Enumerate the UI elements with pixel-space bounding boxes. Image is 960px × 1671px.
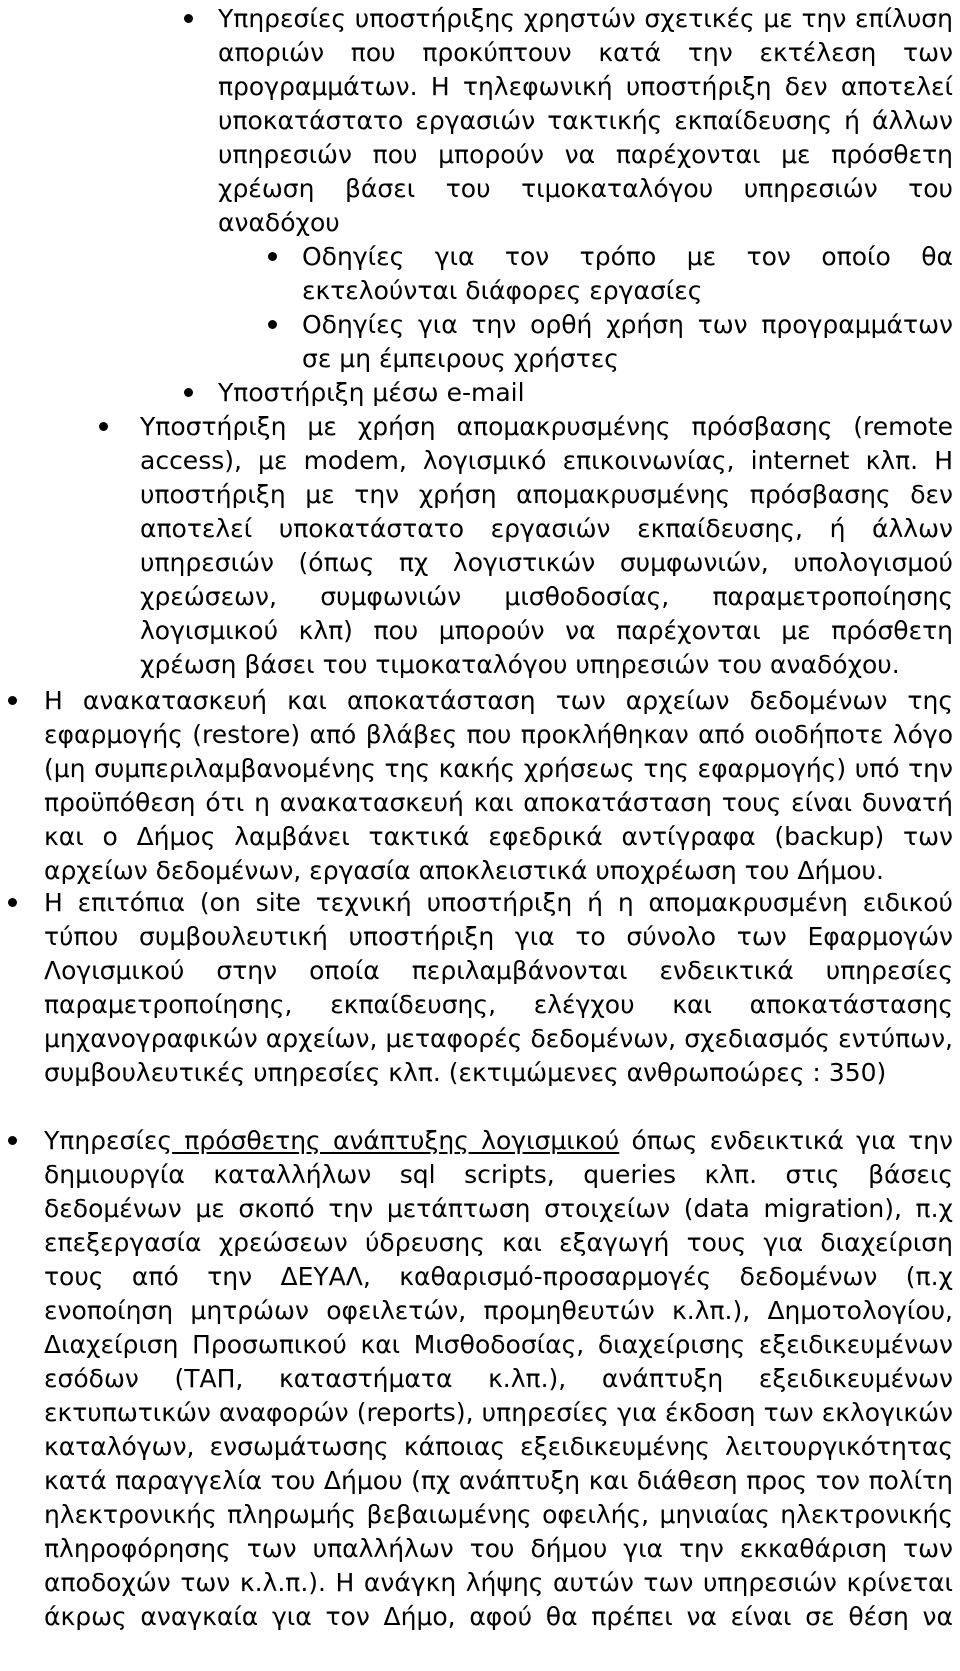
- bullet-icon: [99, 422, 108, 431]
- list-item-user-support: Υπηρεσίες υποστήριξης χρηστών σχετικές με την επίλυση αποριών που προκύπτουν κατά την εκτέλεση των προγραμμάτων. Η τηλεφωνική υποστήριξη δεν αποτελεί υποκατάστατο εργασιών τακτικής εκπαίδευσης ή άλλων υπηρεσιών που μπορούν να παρέχονται με πρόσθετη χρέωση βάσει του τιμοκαταλόγου υπηρεσιών του αναδόχου: [218, 4, 953, 237]
- bullet-icon: [8, 696, 17, 705]
- list-item-usage-instructions: Οδηγίες για την ορθή χρήση των προγραμμάτων σε μη έμπειρους χρήστες: [302, 310, 953, 373]
- list-item-additional-development: [44, 1124, 953, 1668]
- bullet-icon: [8, 1136, 17, 1145]
- bullet-icon: [184, 14, 193, 23]
- item-text-start: Υπηρεσίες: [44, 1126, 173, 1155]
- list-item-restore: Η ανακατασκευή και αποκατάσταση των αρχείων δεδομένων της εφαρμογής (restore) από βλάβες που προκλήθηκαν από οιοδήποτε λόγο (μη συμπεριλαμβανομένης της κακής χρήσεως της εφαρμογής) υπό την προϋπόθεση ότι η ανακατασκευή και αποκατάσταση τους είναι δυνατή και ο Δήμος λαμβάνει τακτικά εφεδρικά αντίγραφα (backup) των αρχείων δεδομένων, εργασία αποκλειστικά υποχρέωση του Δήμου.: [44, 686, 953, 885]
- list-item-email-support: Υποστήριξη μέσω e-mail: [218, 378, 525, 407]
- list-item-task-instructions: Οδηγίες για τον τρόπο με τον οποίο θα εκτελούνται διάφορες εργασίες: [302, 242, 953, 305]
- bullet-icon: [8, 898, 17, 907]
- bullet-icon: [268, 320, 277, 329]
- list-item-remote-support: Υποστήριξη με χρήση απομακρυσμένης πρόσβασης (remote access), με modem, λογισμικό επικοινωνίας, internet κλπ. Η υποστήριξη με την χρήση απομακρυσμένης πρόσβασης δεν αποτελεί υποκατάστατο εργασιών εκπαίδευσης, ή άλλων υπηρεσιών (όπως πχ λογιστικών συμφωνιών, υπολογισμού χρεώσεων, συμφωνιών μισθοδοσίας, παραμετροποίησης λογισμικού κλπ) που μπορούν να παρέχονται με πρόσθετη χρέωση βάσει του τιμοκαταλόγου υπηρεσιών του αναδόχου.: [140, 412, 953, 679]
- list-item-onsite-support: Η επιτόπια (on site τεχνική υποστήριξη ή η απομακρυσμένη ειδικού τύπου συμβουλευτική υποστήριξη για το σύνολο των Εφαρμογών Λογισμικού στην οποία περιλαμβάνονται ενδεικτικά υπηρεσίες παραμετροποίησης, εκπαίδευσης, ελέγχου και αποκατάστασης μηχανογραφικών αρχείων, μεταφορές δεδομένων, σχεδιασμός εντύπων, συμβουλευτικές υπηρεσίες κλπ. (εκτιμώμενες ανθρωποώρες : 350): [44, 888, 953, 1087]
- bullet-icon: [184, 388, 193, 397]
- bullet-icon: [268, 252, 277, 261]
- underlined-phrase: πρόσθετης ανάπτυξης λογισμικού: [172, 1126, 620, 1155]
- item-text-rest: όπως ενδεικτικά για την δημιουργία καταλλήλων sql scripts, queries κλπ. στις βάσεις δεδομένων με σκοπό την μετάπτωση στοιχείων (data migration), π.χ επεξεργασία χρεώσεων ύδρευσης και εξαγωγή τους για διαχείριση τους από την ΔΕΥΑΛ, καθαρισμό-προσαρμογές δεδομένων (π.χ ενοποίηση μητρώων οφειλετών, προμηθευτών κ.λπ.), Δημοτολογίου, Διαχείριση Προσωπικού και Μισθοδοσίας, διαχείρισης εξειδικευμένων εσόδων (ΤΑΠ, καταστήματα κ.λπ.), ανάπτυξη εξειδικευμένων εκτυπωτικών αναφορών (reports), υπηρεσίες για έκδοση των εκλογικών καταλόγων, ενσωμάτωσης κάποιας εξειδικευμένης λειτουργικότητας κατά παραγγελία του Δήμου (πχ ανάπτυξη και διάθεση προς τον πολίτη ηλεκτρονικής πληρωμής βεβαιωμένης οφειλής, μηνιαίας ηλεκτρονικής πληροφόρησης των υπαλλήλων του δήμου για την εκκαθάριση των αποδοχών των κ.λ.π.). Η ανάγκη λήψης αυτών των υπηρεσιών κρίνεται άκρως αναγκαία για τον Δήμο, αφού θα πρέπει να είναι σε θέση να: [44, 1126, 954, 1631]
